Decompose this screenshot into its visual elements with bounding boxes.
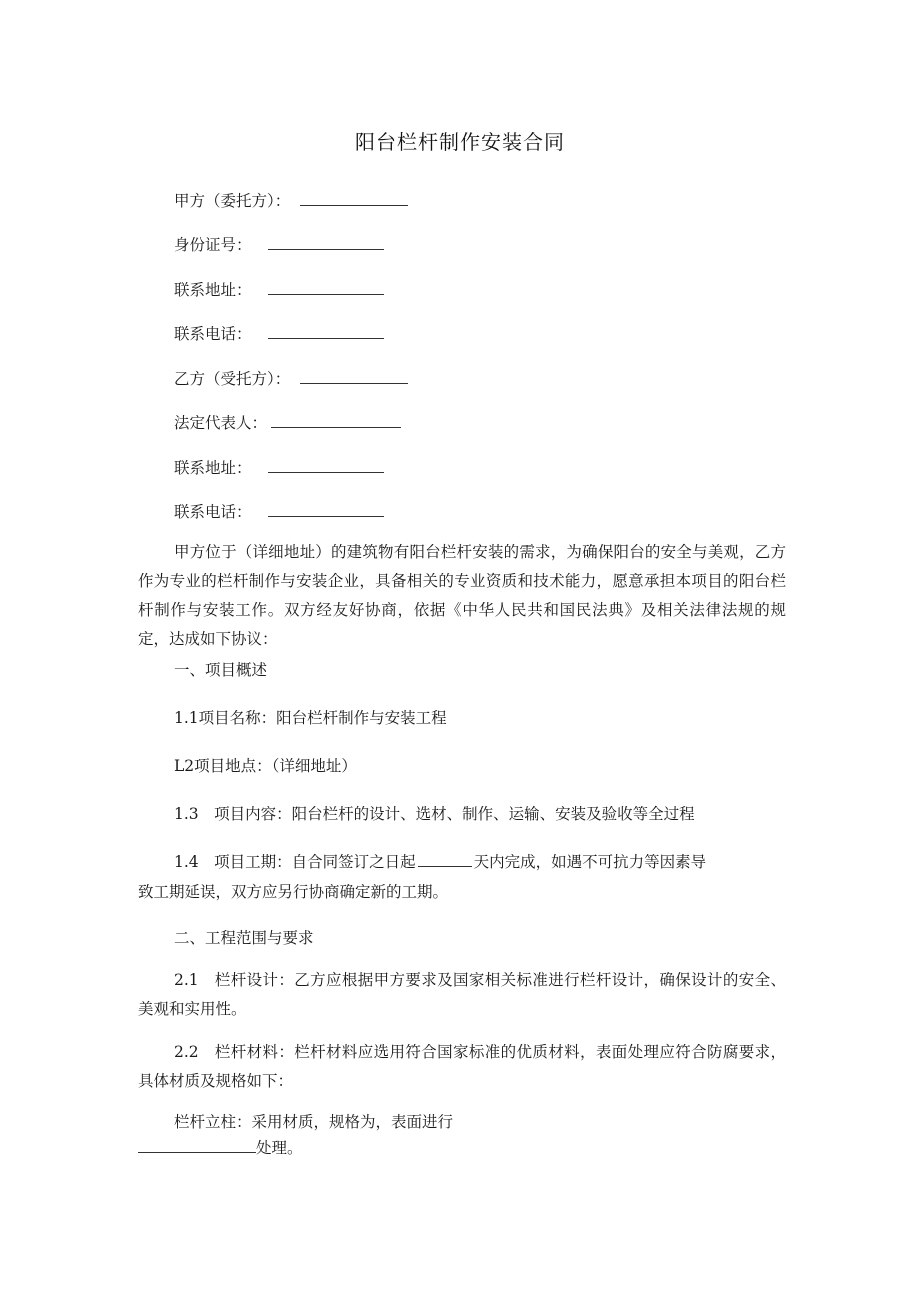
section-1-heading: 一、项目概述 xyxy=(174,661,268,679)
legal-rep-blank[interactable] xyxy=(271,413,401,428)
party-b-label: 乙方（受托方）： xyxy=(174,370,291,388)
party-a-phone-blank[interactable] xyxy=(268,324,384,339)
section-2-item-2: 2.2 栏杆材料：栏杆材料应选用符合国家标准的优质材料，表面处理应符合防腐要求，具体材质及规格如下： xyxy=(138,1043,786,1090)
party-b-phone-label: 联系电话： xyxy=(174,503,252,521)
id-number-label: 身份证号： xyxy=(174,236,252,254)
section-2-item-1: 2.1 栏杆设计：乙方应根据甲方要求及国家相关标准进行栏杆设计，确保设计的安全、美观和实用性。 xyxy=(138,971,786,1018)
party-b-phone-blank[interactable] xyxy=(268,502,384,517)
railing-post-suffix: 处理。 xyxy=(256,1139,303,1157)
surface-treatment-blank[interactable] xyxy=(138,1138,256,1153)
section-1-item-4-continued: 致工期延误，双方应另行协商确定新的工期。 xyxy=(138,883,449,901)
legal-rep-label: 法定代表人： xyxy=(174,414,268,432)
party-b-blank[interactable] xyxy=(300,369,408,384)
id-number-line xyxy=(174,233,384,255)
party-a-blank[interactable] xyxy=(300,191,408,206)
party-a-phone-label: 联系电话： xyxy=(174,325,252,343)
id-number-blank[interactable] xyxy=(268,235,384,250)
item-4-suffix: 天内完成，如遇不可抗力等因素导 xyxy=(473,853,707,871)
railing-post-line: 栏杆立柱：采用材质，规格为，表面进行 xyxy=(174,1113,454,1131)
party-b-address-line xyxy=(174,456,384,478)
party-a-label: 甲方（委托方）： xyxy=(174,192,291,210)
section-1-item-4 xyxy=(174,850,706,872)
duration-days-blank[interactable] xyxy=(418,852,472,867)
section-1-item-2: L2项目地点：（详细地址） xyxy=(174,757,357,775)
section-1-item-3: 1.3 项目内容：阳台栏杆的设计、选材、制作、运输、安装及验收等全过程 xyxy=(174,805,695,823)
document-title: 阳台栏杆制作安装合同 xyxy=(355,130,565,154)
party-b-address-blank[interactable] xyxy=(268,458,384,473)
party-b-phone-line xyxy=(174,500,384,522)
party-a-address-label: 联系地址： xyxy=(174,281,252,299)
party-b-line xyxy=(174,367,408,389)
party-a-address-line xyxy=(174,278,384,300)
party-b-address-label: 联系地址： xyxy=(174,459,252,477)
party-a-phone-line xyxy=(174,322,384,344)
section-1-item-1: 1.1项目名称：阳台栏杆制作与安装工程 xyxy=(174,709,447,727)
legal-rep-line xyxy=(174,411,401,433)
railing-post-line-continued xyxy=(138,1136,303,1158)
section-2-heading: 二、工程范围与要求 xyxy=(174,929,314,947)
item-4-prefix: 1.4 项目工期：自合同签订之日起 xyxy=(174,853,416,871)
intro-paragraph: 甲方位于（详细地址）的建筑物有阳台栏杆安装的需求，为确保阳台的安全与美观，乙方作为专业的栏杆制作与安装企业，具备相关的专业资质和技术能力，愿意承担本项目的阳台栏杆制作与安装工作。双方经友好协商，依据《中华人民共和国民法典》及相关法律法规的规定，达成如下协议： xyxy=(138,543,786,648)
party-a-address-blank[interactable] xyxy=(268,280,384,295)
party-a-line xyxy=(174,189,408,211)
